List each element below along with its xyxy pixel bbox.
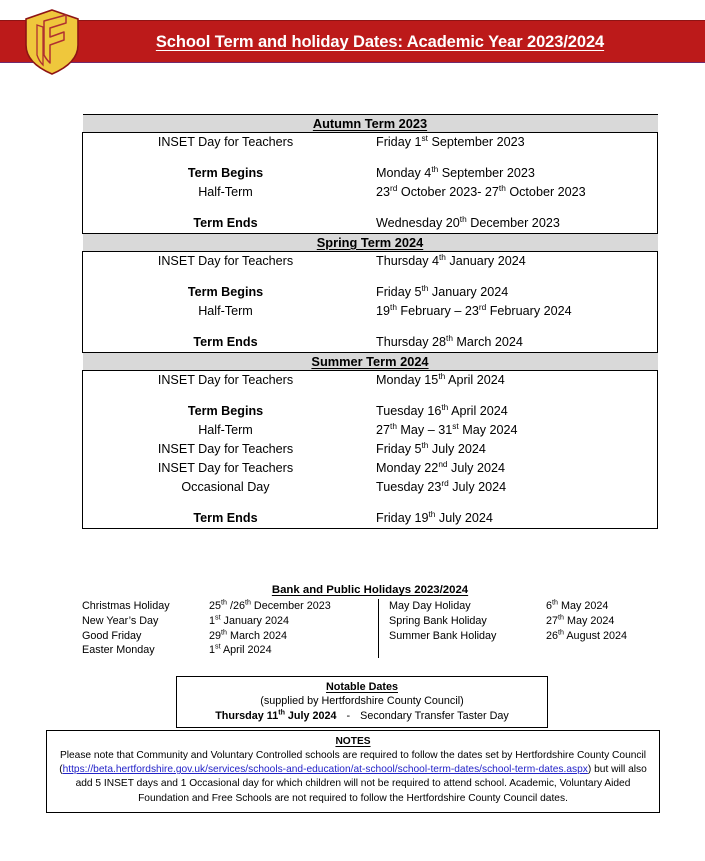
ordinal-suffix: th — [390, 420, 397, 431]
ordinal-suffix: th — [390, 301, 397, 312]
ordinal-suffix: th — [244, 598, 251, 607]
ordinal-suffix: th — [439, 251, 446, 262]
holiday-name: Summer Bank Holiday — [389, 629, 497, 642]
spacer-cell — [370, 321, 658, 333]
row-label: INSET Day for Teachers — [83, 252, 371, 272]
table-row — [83, 133, 658, 153]
row-label: Term Ends — [83, 509, 371, 529]
row-date: Monday 4th September 2023 — [370, 164, 658, 183]
term-section-header — [83, 234, 658, 252]
list-item — [181, 709, 543, 724]
ordinal-suffix: st — [215, 613, 221, 622]
table-row — [83, 214, 658, 234]
term-section-header — [83, 353, 658, 371]
bank-holidays-section — [82, 584, 658, 658]
row-label: Occasional Day — [83, 478, 371, 497]
ordinal-suffix: st — [215, 642, 221, 651]
row-label: Term Begins — [83, 164, 371, 183]
table-row — [83, 302, 658, 321]
spacer-cell — [370, 152, 658, 164]
ordinal-suffix: th — [441, 401, 449, 412]
row-label: Term Ends — [83, 333, 371, 353]
row-date: Friday 1st September 2023 — [370, 133, 658, 153]
notable-dates-title: Notable Dates — [326, 681, 398, 693]
ordinal-suffix: st — [421, 132, 428, 143]
ordinal-suffix: th — [421, 439, 429, 450]
holiday-name: Christmas Holiday — [82, 600, 170, 612]
row-date: Friday 5th January 2024 — [370, 283, 658, 302]
holiday-date: 29th March 2024 — [209, 628, 287, 642]
row-label: Half-Term — [83, 183, 371, 202]
row-label: INSET Day for Teachers — [83, 133, 371, 153]
row-label: Term Begins — [83, 283, 371, 302]
ordinal-suffix: th — [221, 628, 227, 636]
table-row — [83, 509, 658, 529]
spacer-cell — [370, 390, 658, 402]
page-title — [0, 21, 705, 64]
spacer-cell — [83, 202, 371, 214]
term-dates-table — [82, 114, 658, 529]
holiday-name: Good Friday — [82, 629, 142, 642]
notes-open-paren: ( — [59, 764, 63, 776]
list-item — [389, 599, 658, 614]
shield-logo-icon — [24, 9, 80, 75]
row-label: INSET Day for Teachers — [83, 371, 371, 391]
ordinal-suffix: th — [421, 282, 429, 293]
spacer-cell — [83, 271, 371, 283]
spacer-cell — [83, 152, 371, 164]
spacer-cell — [370, 202, 658, 214]
holiday-date: 27th May 2024 — [546, 613, 615, 627]
notes-line1: Please note that Community and Voluntary Controlled schools are required to follow the dates set by Hertfordshire County Council — [59, 750, 647, 761]
table-row — [83, 183, 658, 202]
ordinal-suffix: th — [221, 598, 227, 607]
ordinal-suffix: rd — [390, 182, 398, 193]
ordinal-suffix: rd — [441, 477, 449, 488]
spacer-row — [83, 321, 658, 333]
ordinal-suffix: th — [558, 613, 564, 622]
notable-dates-box — [176, 676, 548, 728]
notes-line2: but will also add 5 INSET days and 1 Occasional day for which children will not be required to attend school. Academic, Voluntary Aided Foundation and Free Schools are not required to follow the Hertfordshire County Council dates. — [75, 764, 647, 804]
notes-close-paren: ) — [587, 764, 592, 776]
table-row — [83, 371, 658, 391]
bank-holidays-title: Bank and Public Holidays 2023/2024 — [271, 584, 469, 596]
spacer-row — [83, 202, 658, 214]
ordinal-suffix: th — [428, 508, 436, 519]
row-date: Friday 5th July 2024 — [370, 440, 658, 459]
list-item — [82, 599, 378, 614]
row-label: Half-Term — [83, 421, 371, 440]
spacer-row — [83, 271, 658, 283]
row-date: Wednesday 20th December 2023 — [370, 214, 658, 234]
row-label: INSET Day for Teachers — [83, 440, 371, 459]
spacer-cell — [370, 271, 658, 283]
term-table-body — [83, 115, 658, 529]
bank-holidays-columns — [82, 599, 658, 658]
table-row — [83, 164, 658, 183]
holiday-name: Easter Monday — [82, 644, 155, 657]
row-date: Monday 15th April 2024 — [370, 371, 658, 391]
table-row — [83, 440, 658, 459]
table-row — [83, 252, 658, 272]
header-banner — [0, 20, 705, 63]
spacer-cell — [83, 321, 371, 333]
notes-body — [55, 749, 651, 806]
term-section-header — [83, 115, 658, 133]
section-title-cell: Summer Term 2024 — [83, 353, 658, 371]
notable-date: Thursday 11th July 2024 — [215, 707, 337, 722]
holiday-date: 26th August 2024 — [546, 628, 627, 642]
table-row — [83, 333, 658, 353]
list-item — [389, 614, 658, 629]
row-label: Term Ends — [83, 214, 371, 234]
notable-separator: - — [346, 709, 351, 722]
row-label: Half-Term — [83, 302, 371, 321]
section-title-cell: Spring Term 2024 — [83, 234, 658, 252]
ordinal-suffix: th — [558, 628, 564, 636]
notable-description: Secondary Transfer Taster Day — [360, 709, 509, 722]
row-date: Thursday 28th March 2024 — [370, 333, 658, 353]
holiday-name: May Day Holiday — [389, 600, 471, 612]
table-row — [83, 402, 658, 421]
table-row — [83, 459, 658, 478]
ordinal-suffix: th — [431, 163, 439, 174]
list-item — [82, 614, 378, 629]
row-date: Friday 19th July 2024 — [370, 509, 658, 529]
row-date: Tuesday 16th April 2024 — [370, 402, 658, 421]
table-row — [83, 421, 658, 440]
notes-title: NOTES — [335, 736, 371, 747]
list-item — [82, 629, 378, 644]
ordinal-suffix: th — [498, 182, 506, 193]
row-date: Thursday 4th January 2024 — [370, 252, 658, 272]
hertfordshire-term-dates-link[interactable]: https://beta.hertfordshire.gov.uk/services/schools-and-education/at-school/school-term-dates/school-term-dates.aspx — [62, 764, 588, 776]
bank-holidays-right-column — [378, 599, 658, 658]
spacer-cell — [83, 497, 371, 509]
row-date: 23rd October 2023- 27th October 2023 — [370, 183, 658, 202]
ordinal-suffix: th — [552, 598, 558, 607]
ordinal-suffix: th — [459, 213, 467, 224]
holiday-name: New Year’s Day — [82, 614, 159, 627]
ordinal-suffix: th — [278, 707, 285, 716]
spacer-row — [83, 152, 658, 164]
spacer-row — [83, 390, 658, 402]
holiday-date: 6th May 2024 — [546, 598, 609, 612]
notes-box — [46, 730, 660, 813]
row-date: Monday 22nd July 2024 — [370, 459, 658, 478]
spacer-row — [83, 497, 658, 509]
table-row — [83, 478, 658, 497]
holiday-date: 1st January 2024 — [209, 613, 289, 627]
section-title-cell: Autumn Term 2023 — [83, 115, 658, 133]
holiday-date: 1st April 2024 — [209, 642, 272, 657]
notable-dates-subtitle: (supplied by Hertfordshire County Council) — [260, 695, 464, 707]
ordinal-suffix: st — [452, 420, 459, 431]
holiday-name: Spring Bank Holiday — [389, 614, 487, 627]
ordinal-suffix: rd — [478, 301, 487, 312]
row-label: INSET Day for Teachers — [83, 459, 371, 478]
row-label: Term Begins — [83, 402, 371, 421]
ordinal-suffix: th — [438, 370, 446, 381]
holiday-date: 25th /26th December 2023 — [209, 598, 331, 612]
row-date: 27th May – 31st May 2024 — [370, 421, 658, 440]
page-title-text: School Term and holiday Dates: Academic Year 2023/2024 — [155, 33, 605, 51]
list-item — [82, 643, 378, 658]
spacer-cell — [370, 497, 658, 509]
ordinal-suffix: th — [446, 332, 453, 343]
ordinal-suffix: nd — [438, 458, 448, 469]
bank-holidays-left-column — [82, 599, 378, 658]
row-date: Tuesday 23rd July 2024 — [370, 478, 658, 497]
list-item — [389, 629, 658, 644]
spacer-cell — [83, 390, 371, 402]
row-date: 19th February – 23rd February 2024 — [370, 302, 658, 321]
table-row — [83, 283, 658, 302]
